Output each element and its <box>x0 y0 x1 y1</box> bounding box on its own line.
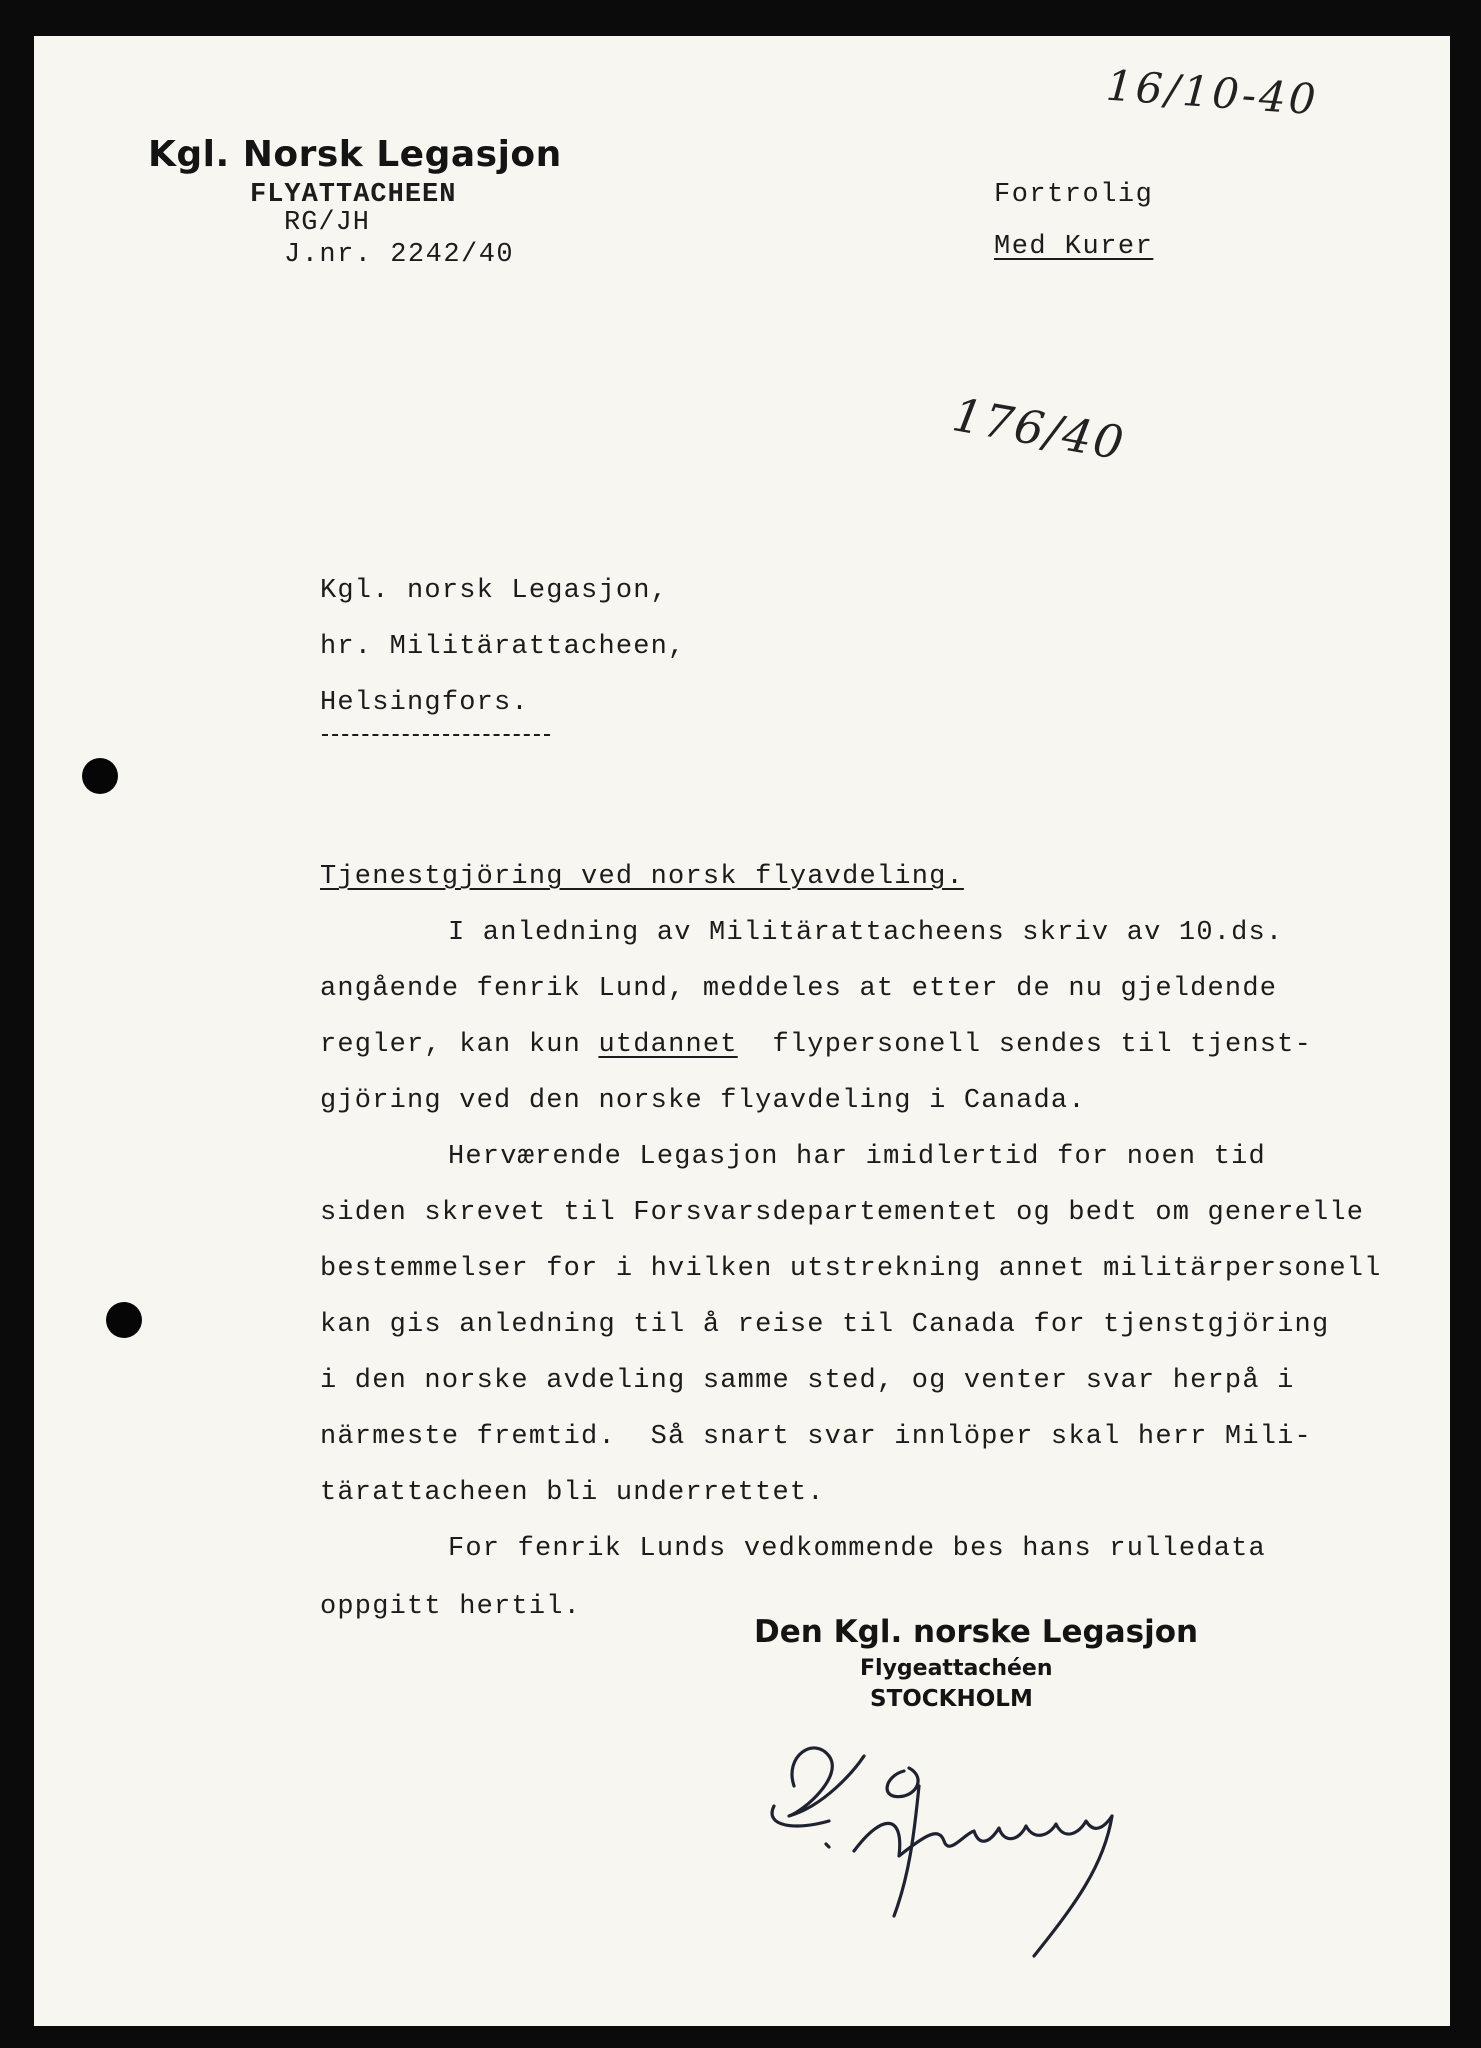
emphasis-utdannet: utdannet <box>598 1030 738 1060</box>
journal-number: J.nr. 2242/40 <box>284 240 515 270</box>
body-p2-line-7: tärattacheen bli underrettet. <box>320 1478 825 1508</box>
body-p3-line-1: For fenrik Lunds vedkommende bes hans rulledata <box>448 1534 1266 1564</box>
stamp-legation: Den Kgl. norske Legasjon <box>754 1614 1199 1650</box>
letter-page <box>34 36 1450 2026</box>
body-p1-line-3 <box>320 1030 1312 1060</box>
letterhead-department: FLYATTACHEEN <box>250 180 457 210</box>
recipient-line-1: Kgl. norsk Legasjon, <box>320 576 669 606</box>
subject-line: Tjenestgjöring ved norsk flyavdeling. <box>320 862 964 892</box>
recipient-line-3: Helsingfors. <box>320 688 529 718</box>
body-p1-line-1: I anledning av Militärattacheens skriv av 10.ds. <box>448 918 1284 948</box>
signature-stroke-r <box>789 1748 864 1816</box>
handwritten-date: 16/10-40 <box>1104 60 1321 125</box>
stamp-attache: Flygeattachéen <box>860 1656 1053 1681</box>
confidential-label: Fortrolig <box>994 180 1154 210</box>
punch-hole-bottom <box>106 1302 142 1338</box>
body-p2-line-4: kan gis anledning til å reise til Canada for tjenstgjöring <box>320 1310 1330 1340</box>
handwritten-reference: 176/40 <box>948 387 1130 471</box>
signature-stroke-tail <box>1034 1816 1112 1956</box>
body-p2-line-3: bestemmelser for i hvilken utstrekning annet militärpersonell <box>320 1254 1382 1284</box>
body-p1-line-3-end: flypersonell sendes til tjenst- <box>737 1030 1312 1060</box>
letterhead-initials: RG/JH <box>284 208 371 238</box>
body-p2-line-5: i den norske avdeling samme sted, og venter svar herpå i <box>320 1366 1295 1396</box>
courier-label: Med Kurer <box>994 232 1154 262</box>
body-p3-line-2: oppgitt hertil. <box>320 1592 582 1622</box>
body-p1-line-3-start: regler, kan kun <box>320 1030 599 1060</box>
letterhead-title: Kgl. Norsk Legasjon <box>148 134 562 175</box>
signature-stroke-dot <box>826 1844 829 1847</box>
body-p2-line-1: Herværende Legasjon har imidlertid for noen tid <box>448 1142 1266 1172</box>
body-p1-line-2: angående fenrik Lund, meddeles at etter de nu gjeldende <box>320 974 1278 1004</box>
body-p2-line-6: närmeste fremtid. Så snart svar innlöper skal herr Mili- <box>320 1422 1312 1452</box>
stamp-city: STOCKHOLM <box>870 1686 1033 1712</box>
recipient-line-2: hr. Militärattacheen, <box>320 632 686 662</box>
signature-image <box>734 1716 1174 1976</box>
signature-stroke-name <box>854 1816 1112 1856</box>
body-p2-line-2: siden skrevet til Forsvarsdepartementet og bedt om generelle <box>320 1198 1365 1228</box>
punch-hole-top <box>82 758 118 794</box>
recipient-underline <box>322 734 550 736</box>
body-p1-line-4: gjöring ved den norske flyavdeling i Canada. <box>320 1086 1086 1116</box>
signature-stroke-g <box>887 1768 919 1916</box>
